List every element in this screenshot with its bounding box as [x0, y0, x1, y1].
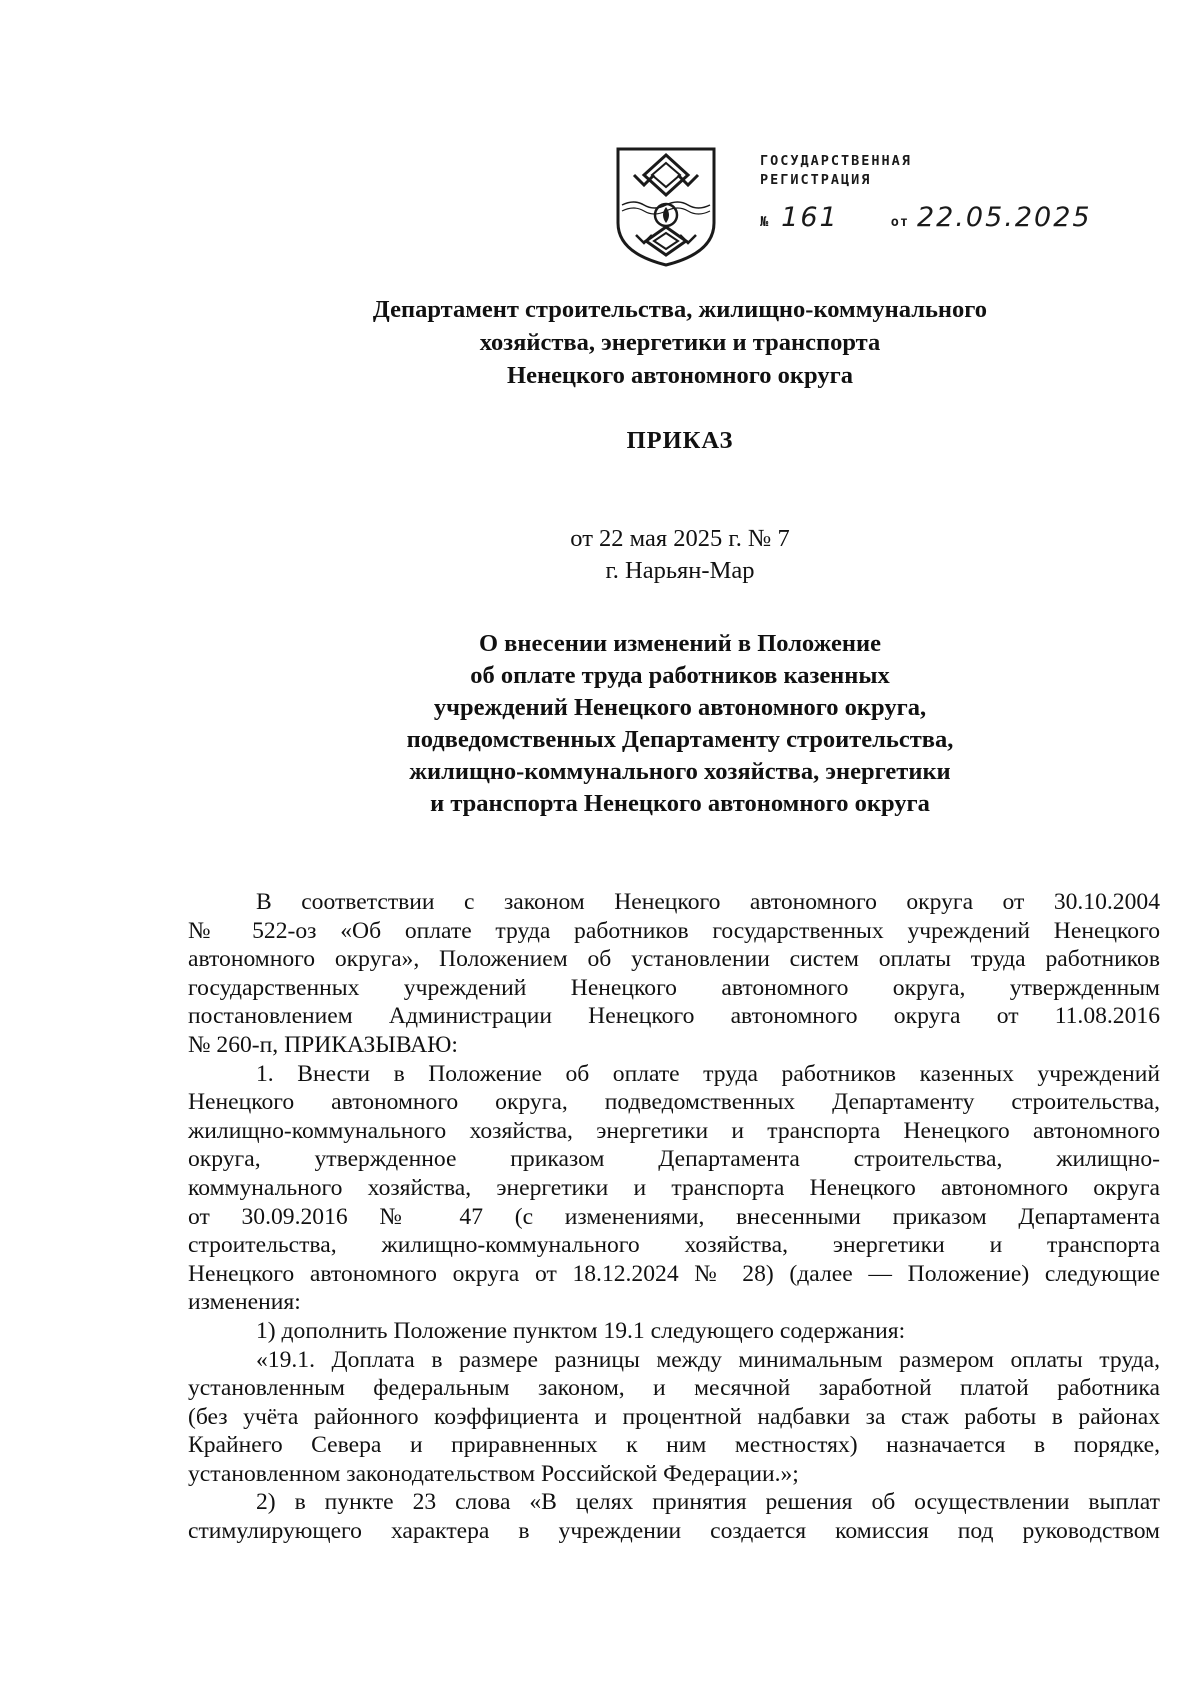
- body-line: установленном законодательством Российской Федерации.»;: [188, 1460, 799, 1487]
- registration-stamp: [760, 152, 1100, 232]
- registration-date-label: от: [890, 214, 909, 230]
- title-line: об оплате труда работников казенных: [470, 662, 890, 689]
- body-line: Крайнего Севера и приравненных к ним местностях) назначается в порядке,: [188, 1432, 1160, 1459]
- body-line: жилищно-коммунального хозяйства, энергетики и транспорта Ненецкого автономного: [188, 1117, 1160, 1144]
- body-line: Ненецкого автономного округа от 18.12.2024 № 28) (далее — Положение) следующие: [188, 1260, 1160, 1287]
- registration-date-value: 22.05.2025: [916, 202, 1092, 233]
- registration-number-label: №: [760, 214, 770, 230]
- body-line: коммунального хозяйства, энергетики и транспорта Ненецкого автономного округа: [188, 1174, 1160, 1201]
- body-line: 1. Внести в Положение об оплате труда работников казенных учреждений: [256, 1060, 1160, 1087]
- body-line: государственных учреждений Ненецкого автономного округа, утвержденным: [188, 974, 1160, 1001]
- body-line: постановлением Администрации Ненецкого автономного округа от 11.08.2016: [188, 1003, 1160, 1030]
- title-line: О внесении изменений в Положение: [478, 630, 881, 657]
- body-line: 1) дополнить Положение пунктом 19.1 следующего содержания:: [256, 1317, 906, 1344]
- body-line: от 30.09.2016 № 47 (с изменениями, внесенными приказом Департамента: [188, 1203, 1160, 1230]
- body-line: № 522-оз «Об оплате труда работников государственных учреждений Ненецкого: [188, 917, 1160, 944]
- department-line-1: Департамент строительства, жилищно-коммунального: [372, 296, 988, 323]
- body-line: В соответствии с законом Ненецкого автономного округа от 30.10.2004: [256, 889, 1160, 915]
- body-line: строительства, жилищно-коммунального хозяйства, энергетики и транспорта: [188, 1232, 1160, 1259]
- body-line: № 260-п, ПРИКАЗЫВАЮ:: [188, 1031, 458, 1058]
- body-line: (без учёта районного коэффициента и процентной надбавки за стаж работы в районах: [188, 1403, 1160, 1430]
- title-line: подведомственных Департаменту строительства,: [406, 726, 954, 753]
- department-line-3: Ненецкого автономного округа: [507, 362, 853, 389]
- document-date-number: от 22 мая 2025 г. № 7: [570, 525, 790, 552]
- document-title: [240, 628, 1120, 820]
- registration-line-2: РЕГИСТРАЦИЯ: [760, 172, 872, 188]
- registration-number-value: 161: [781, 202, 839, 233]
- title-line: жилищно-коммунального хозяйства, энергетики: [409, 758, 951, 785]
- coat-of-arms-emblem: [614, 145, 718, 267]
- body-line: изменения:: [188, 1289, 301, 1316]
- body-line: «19.1. Доплата в размере разницы между минимальным размером оплаты труда,: [256, 1346, 1160, 1373]
- document-type: ПРИКАЗ: [626, 427, 734, 454]
- department-line-2: хозяйства, энергетики и транспорта: [479, 329, 881, 356]
- registration-number-row: [760, 202, 1100, 233]
- body-line: установленным федеральным законом, и месячной заработной платой работника: [188, 1375, 1160, 1402]
- body-line: автономного округа», Положением об установлении систем оплаты труда работников: [188, 946, 1160, 973]
- body-line: стимулирующего характера в учреждении создается комиссия под руководством: [188, 1518, 1160, 1545]
- title-line: учреждений Ненецкого автономного округа,: [433, 694, 927, 721]
- registration-line-1: ГОСУДАРСТВЕННАЯ: [760, 153, 912, 169]
- body-line: 2) в пункте 23 слова «В целях принятия решения об осуществлении выплат: [256, 1489, 1160, 1516]
- body-line: округа, утвержденное приказом Департамента строительства, жилищно-: [188, 1146, 1160, 1173]
- department-name: [240, 293, 1120, 392]
- document-body: [188, 888, 1160, 1546]
- title-line: и транспорта Ненецкого автономного округа: [430, 790, 930, 817]
- document-place: г. Нарьян-Мар: [605, 557, 755, 584]
- body-line: Ненецкого автономного округа, подведомственных Департаменту строительства,: [188, 1089, 1160, 1116]
- document-meta: [240, 523, 1120, 587]
